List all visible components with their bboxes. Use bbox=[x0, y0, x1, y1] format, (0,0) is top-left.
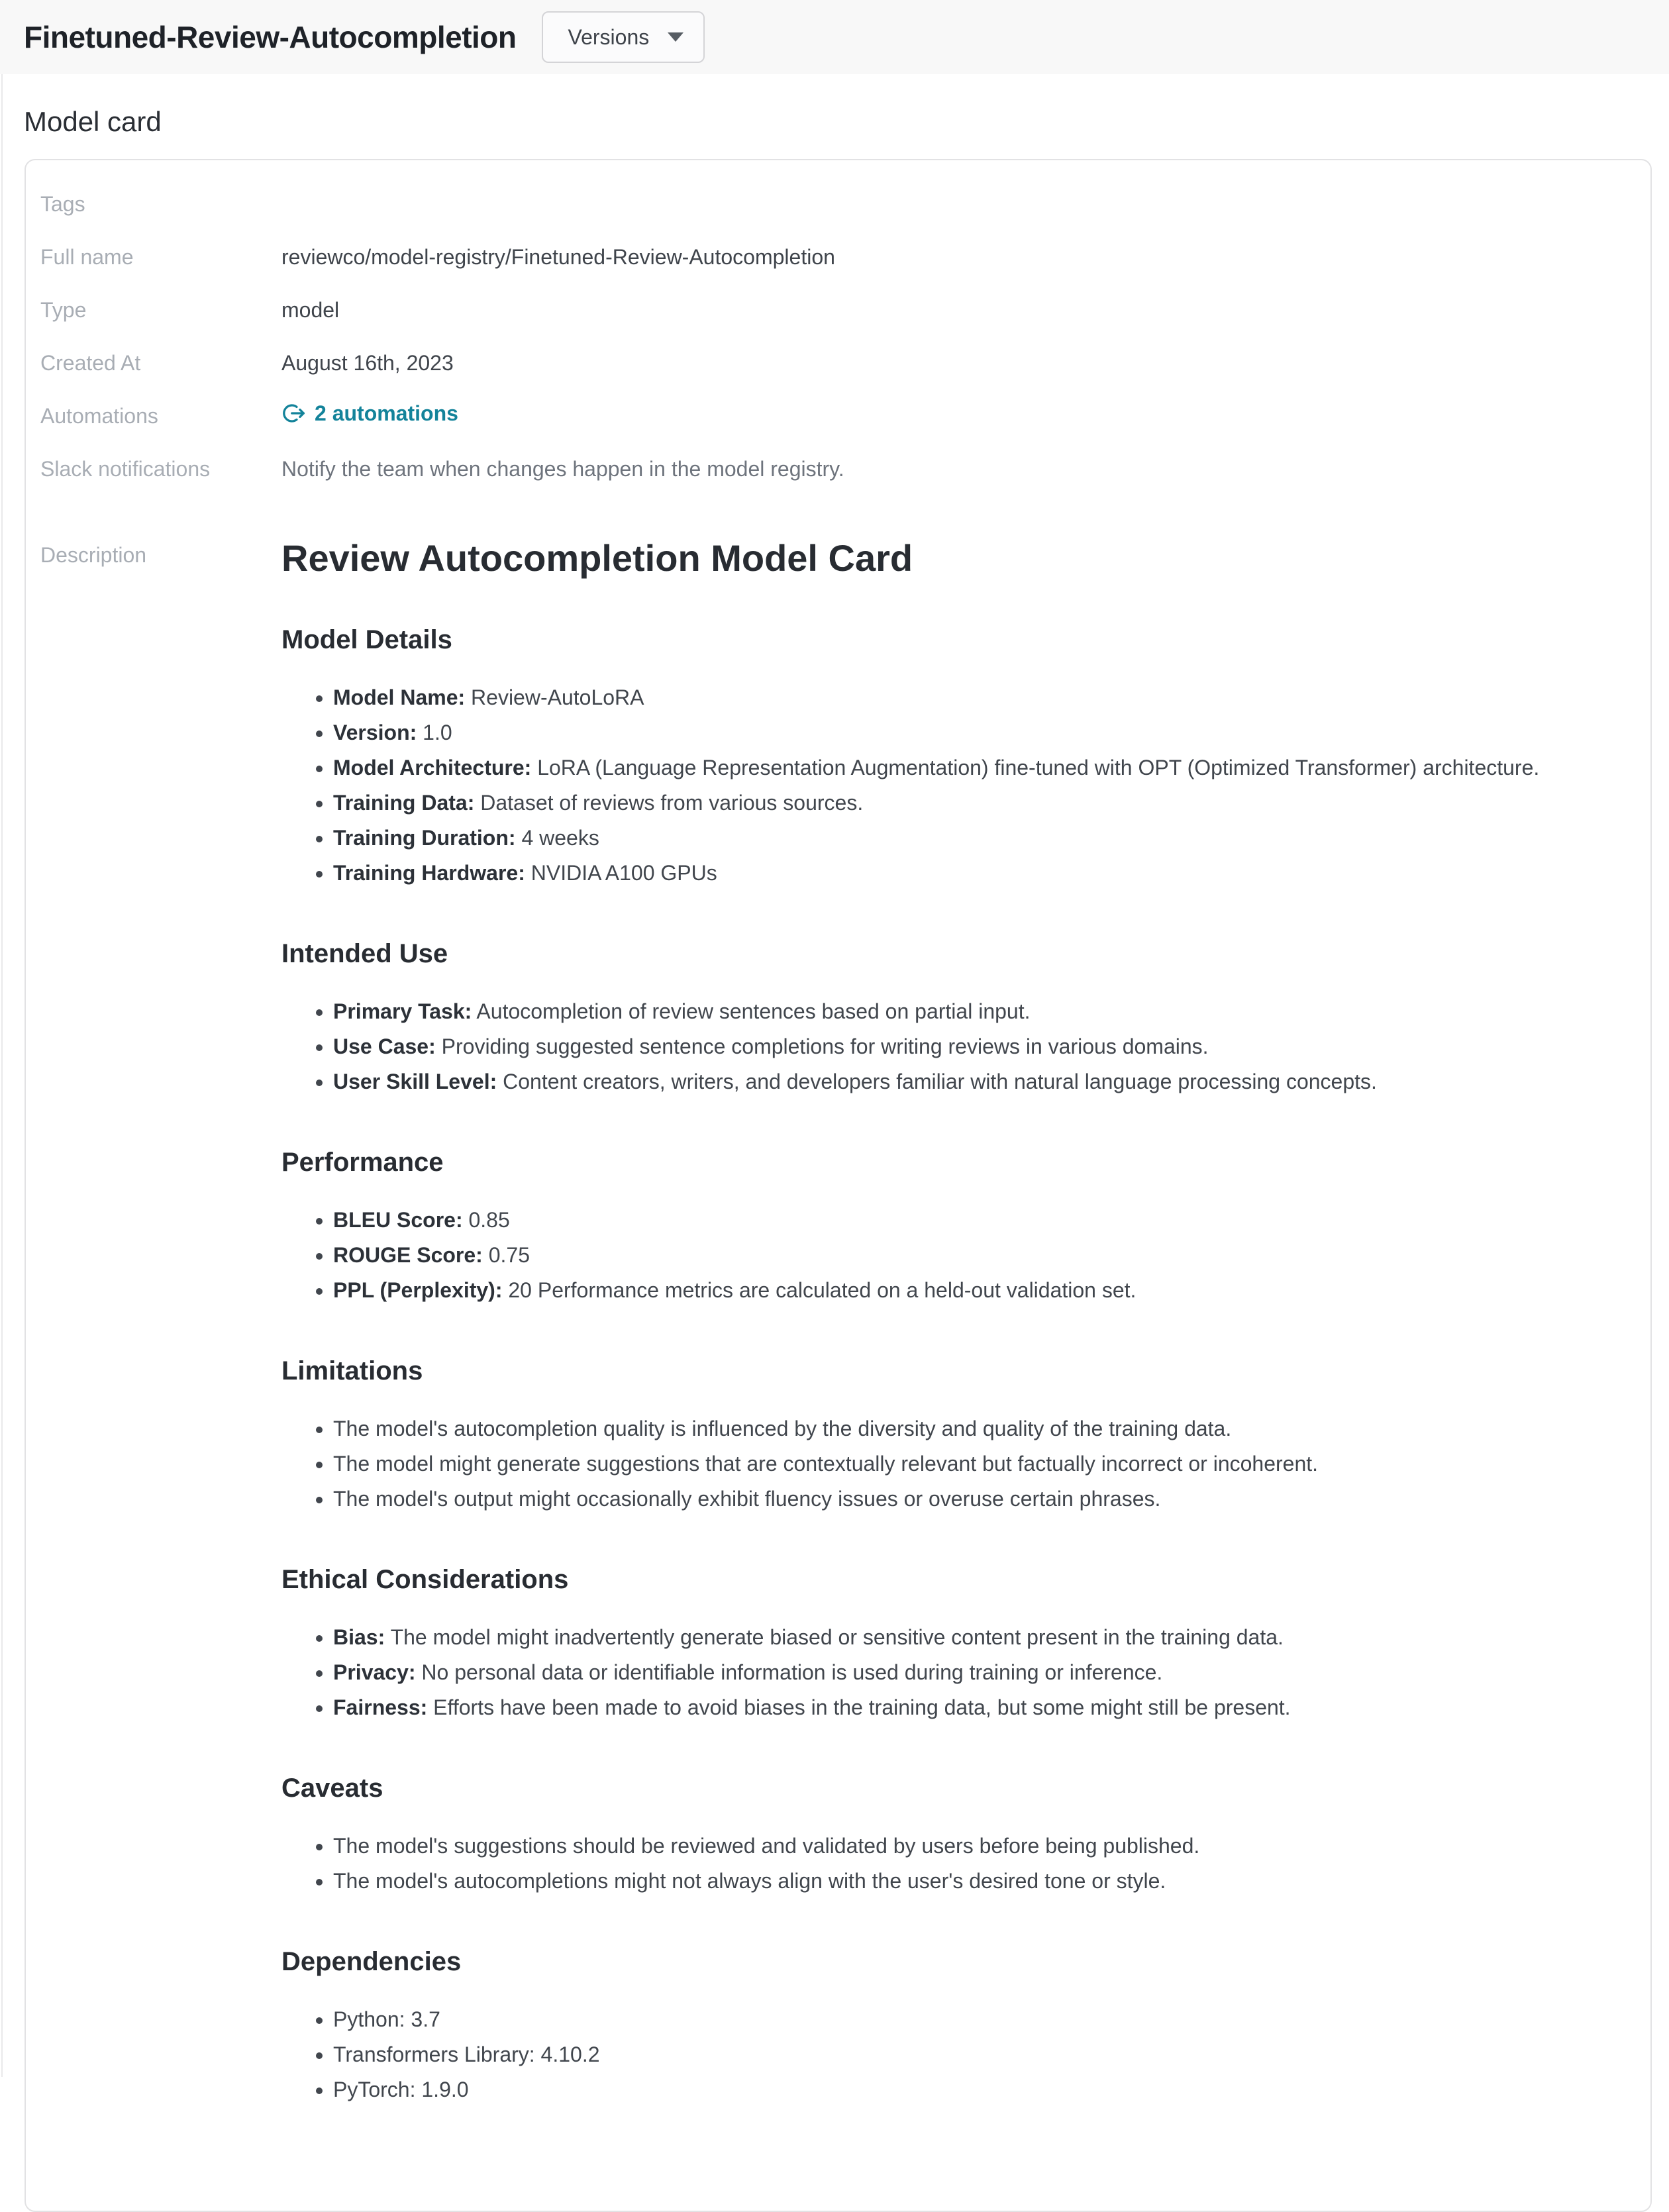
doc-bullet-item: • The model might generate suggestions that are contextually relevant but factually incorrect or incoherent. bbox=[333, 1450, 1611, 1478]
automation-icon bbox=[281, 401, 305, 425]
doc-bullet-item: • PyTorch: 1.9.0 bbox=[333, 2076, 1611, 2104]
doc-bullet-item: • Training Hardware: NVIDIA A100 GPUs bbox=[333, 859, 1611, 887]
model-card-section-title: Model card bbox=[24, 106, 162, 137]
doc-bullet-item: • Model Name: Review-AutoLoRA bbox=[333, 683, 1611, 712]
doc-bullet-list bbox=[281, 1415, 1611, 1513]
full-name-value: reviewco/model-registry/Finetuned-Review-Autocompletion bbox=[281, 244, 835, 269]
doc-bullet-item: • PPL (Perplexity): 20 Performance metrics are calculated on a held-out validation set. bbox=[333, 1276, 1611, 1305]
doc-bullet-item: • BLEU Score: 0.85 bbox=[333, 1206, 1611, 1234]
created-at-value: August 16th, 2023 bbox=[281, 350, 454, 375]
field-row-created-at bbox=[40, 336, 1611, 389]
full-name-label: Full name bbox=[40, 244, 134, 269]
doc-section-heading: Performance bbox=[281, 1148, 444, 1177]
field-row-description bbox=[40, 535, 1611, 2153]
field-row-slack-notifications bbox=[40, 442, 1611, 495]
doc-bullet-item: • Use Case: Providing suggested sentence completions for writing reviews in various domains. bbox=[333, 1032, 1611, 1061]
doc-bullet-item: • ROUGE Score: 0.75 bbox=[333, 1241, 1611, 1270]
doc-bullet-item: • Bias: The model might inadvertently generate biased or sensitive content present in the training data. bbox=[333, 1623, 1611, 1652]
doc-bullet-list bbox=[281, 683, 1611, 887]
field-row-automations bbox=[40, 389, 1611, 442]
doc-section-heading: Caveats bbox=[281, 1774, 383, 1803]
automations-link-label: 2 automations bbox=[315, 401, 458, 425]
field-row-type bbox=[40, 283, 1611, 336]
model-card-page bbox=[0, 106, 1669, 2212]
slack-notifications-label: Slack notifications bbox=[40, 456, 211, 481]
doc-section-heading: Intended Use bbox=[281, 939, 448, 968]
field-row-full-name bbox=[40, 230, 1611, 283]
doc-bullet-item: • The model's output might occasionally exhibit fluency issues or overuse certain phrases. bbox=[333, 1485, 1611, 1513]
doc-title: Review Autocompletion Model Card bbox=[281, 537, 913, 579]
doc-bullet-list bbox=[281, 1623, 1611, 1722]
description-label: Description bbox=[40, 543, 147, 567]
type-label: Type bbox=[40, 297, 87, 322]
field-row-tags[interactable] bbox=[40, 177, 1611, 230]
doc-bullet-item: • User Skill Level: Content creators, writers, and developers familiar with natural language processing concepts. bbox=[333, 1068, 1611, 1096]
tags-label: Tags bbox=[40, 191, 85, 216]
doc-bullet-item: • Model Architecture: LoRA (Language Representation Augmentation) fine-tuned with OPT (Optimized Transformer) architecture. bbox=[333, 754, 1611, 782]
type-value: model bbox=[281, 297, 340, 322]
slack-notifications-value: Notify the team when changes happen in the model registry. bbox=[281, 456, 844, 481]
automations-link[interactable] bbox=[281, 401, 458, 426]
page-edge-divider bbox=[1, 74, 3, 2077]
description-document bbox=[281, 535, 1611, 2153]
doc-bullet-list bbox=[281, 997, 1611, 1096]
doc-section-heading: Dependencies bbox=[281, 1947, 462, 1976]
doc-section-heading: Limitations bbox=[281, 1356, 423, 1385]
versions-button[interactable] bbox=[542, 11, 705, 63]
created-at-label: Created At bbox=[40, 350, 141, 375]
doc-section-heading: Ethical Considerations bbox=[281, 1565, 569, 1594]
doc-bullet-list bbox=[281, 1206, 1611, 1305]
model-card-panel bbox=[25, 159, 1652, 2212]
automations-label: Automations bbox=[40, 403, 158, 428]
doc-bullet-item: • The model's autocompletion quality is influenced by the diversity and quality of the training data. bbox=[333, 1415, 1611, 1443]
doc-bullet-item: • The model's suggestions should be reviewed and validated by users before being published. bbox=[333, 1832, 1611, 1860]
doc-bullet-item: • Version: 1.0 bbox=[333, 719, 1611, 747]
page-title: Finetuned-Review-Autocompletion bbox=[24, 20, 517, 54]
doc-bullet-item: • Privacy: No personal data or identifiable information is used during training or inference. bbox=[333, 1658, 1611, 1687]
doc-bullet-item: • Python: 3.7 bbox=[333, 2005, 1611, 2034]
doc-bullet-item: • Transformers Library: 4.10.2 bbox=[333, 2040, 1611, 2069]
page-header bbox=[0, 0, 1669, 74]
doc-bullet-item: • Primary Task: Autocompletion of review sentences based on partial input. bbox=[333, 997, 1611, 1026]
chevron-down-icon bbox=[668, 32, 683, 42]
doc-sections bbox=[281, 623, 1611, 2104]
versions-button-label: Versions bbox=[568, 25, 650, 49]
doc-bullet-item: • Training Duration: 4 weeks bbox=[333, 824, 1611, 852]
doc-section-heading: Model Details bbox=[281, 625, 452, 654]
doc-bullet-list bbox=[281, 2005, 1611, 2104]
doc-bullet-item: • Fairness: Efforts have been made to avoid biases in the training data, but some might still be present. bbox=[333, 1693, 1611, 1722]
doc-bullet-list bbox=[281, 1832, 1611, 1895]
doc-bullet-item: • The model's autocompletions might not always align with the user's desired tone or style. bbox=[333, 1867, 1611, 1895]
doc-bullet-item: • Training Data: Dataset of reviews from various sources. bbox=[333, 789, 1611, 817]
